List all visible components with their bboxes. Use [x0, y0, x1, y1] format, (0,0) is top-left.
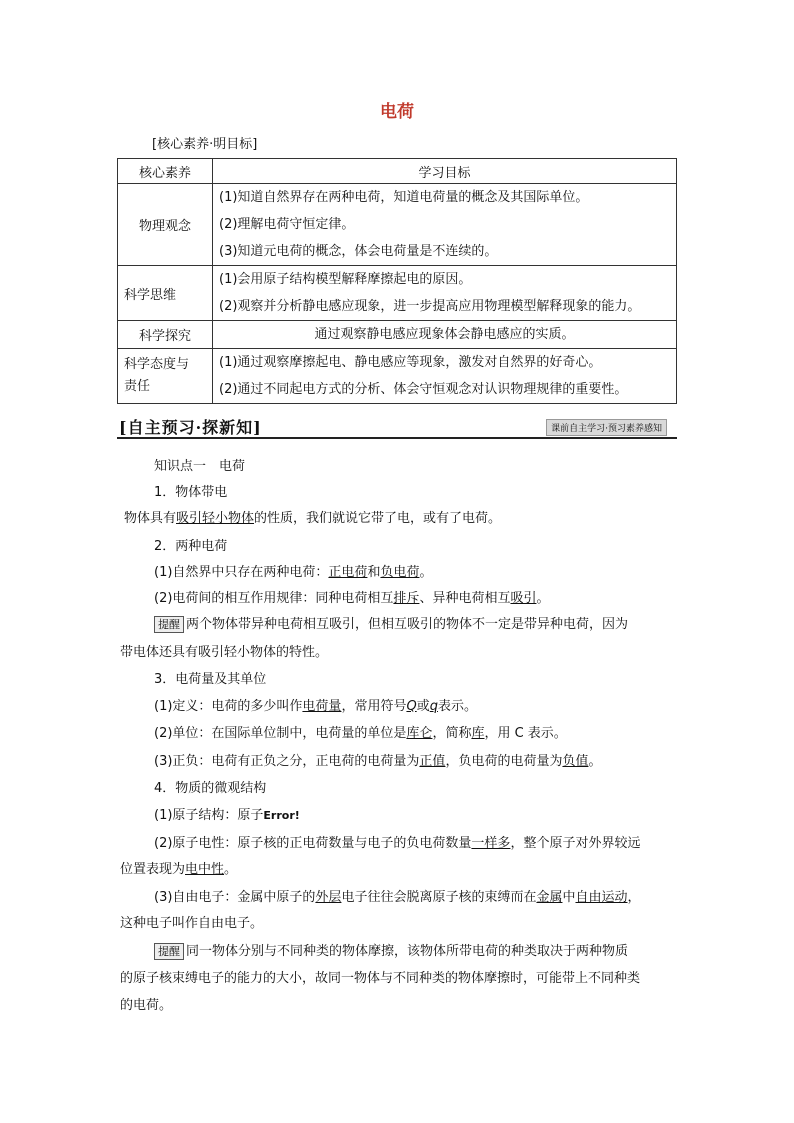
- paragraph: 的电荷。: [120, 998, 173, 1013]
- goal-item: (1)知道自然界存在两种电荷，知道电荷量的概念及其国际单位。: [219, 190, 589, 205]
- paragraph: 位置表现为电中性。: [120, 862, 238, 877]
- goal-item: 通过观察静电感应现象体会静电感应的实质。: [314, 327, 575, 342]
- table-header-cell: 核心素养: [118, 159, 213, 184]
- error-placeholder: Error!: [263, 809, 300, 822]
- goals-cell: [213, 349, 677, 404]
- reminder-note: 提醒 同一物体分别与不同种类的物体摩擦，该物体所带电荷的种类取决于两种物质: [154, 940, 628, 960]
- goal-item: (1)通过观察摩擦起电、静电感应等现象，激发对自然界的好奇心。: [219, 355, 602, 370]
- literacy-category: 物理观念: [118, 184, 213, 266]
- goals-cell: [213, 266, 677, 321]
- paragraph: (3)自由电子：金属中原子的外层电子往往会脱离原子核的束缚而在金属中自由运动，: [154, 890, 641, 905]
- subsection-heading: 1．物体带电: [154, 485, 228, 500]
- table-header-cell: 学习目标: [213, 159, 677, 184]
- paragraph: (1)原子结构：原子Error!: [154, 808, 300, 823]
- paragraph: 的原子核束缚电子的能力的大小，故同一物体与不同种类的物体摩擦时，可能带上不同种类: [120, 971, 641, 986]
- goals-cell: [213, 321, 677, 349]
- table-row: [118, 321, 677, 349]
- table-header-row: [118, 159, 677, 184]
- subsection-heading: 4．物质的微观结构: [154, 781, 267, 796]
- reminder-label: 提醒: [154, 616, 184, 633]
- paragraph: 物体具有吸引轻小物体的性质，我们就说它带了电，或有了电荷。: [124, 511, 502, 526]
- subsection-heading: 2．两种电荷: [154, 539, 228, 554]
- literacy-category: 科学思维: [118, 266, 213, 321]
- goal-item: (2)理解电荷守恒定律。: [219, 217, 355, 232]
- paragraph: 带电体还具有吸引轻小物体的特性。: [120, 645, 329, 660]
- paragraph: (2)单位：在国际单位制中，电荷量的单位是库仑，简称库，用 C 表示。: [154, 726, 567, 741]
- page-title: 电荷: [380, 102, 414, 122]
- goal-item: (2)通过不同起电方式的分析、体会守恒观念对认识物理规律的重要性。: [219, 382, 628, 397]
- goals-table: [117, 158, 677, 404]
- paragraph: 这种电子叫作自由电子。: [120, 916, 264, 931]
- goal-item: (1)会用原子结构模型解释摩擦起电的原因。: [219, 272, 472, 287]
- table-row: [118, 266, 677, 321]
- subsection-heading: 3．电荷量及其单位: [154, 672, 267, 687]
- table-row: [118, 349, 677, 404]
- goal-item: (2)观察并分析静电感应现象，进一步提高应用物理模型解释现象的能力。: [219, 299, 641, 314]
- paragraph: (2)原子电性：原子核的正电荷数量与电子的负电荷数量一样多，整个原子对外界较远: [154, 836, 641, 851]
- reminder-note: 提醒 两个物体带异种电荷相互吸引，但相互吸引的物体不一定是带异种电荷，因为: [154, 613, 628, 633]
- paragraph: (1)自然界中只存在两种电荷：正电荷和负电荷。: [154, 565, 433, 580]
- goal-item: (3)知道元电荷的概念，体会电荷量是不连续的。: [219, 244, 498, 259]
- section-tag: 课前自主学习·预习素养感知: [546, 419, 667, 436]
- literacy-category: 科学态度与 责任: [118, 349, 213, 404]
- knowledge-point-heading: 知识点一 电荷: [154, 459, 246, 474]
- paragraph: (3)正负：电荷有正负之分，正电荷的电荷量为正值，负电荷的电荷量为负值。: [154, 754, 602, 769]
- paragraph: (2)电荷间的相互作用规律：同种电荷相互排斥、异种电荷相互吸引。: [154, 591, 550, 606]
- core-literacy-subheading: [核心素养·明目标]: [152, 137, 258, 152]
- goals-cell: [213, 184, 677, 266]
- table-row: [118, 184, 677, 266]
- literacy-category: 科学探究: [118, 321, 213, 349]
- paragraph: (1)定义：电荷的多少叫作电荷量，常用符号Q或q表示。: [154, 699, 477, 714]
- reminder-label: 提醒: [154, 943, 184, 960]
- section-heading: [自主预习·探新知]: [119, 418, 262, 437]
- section-banner: [117, 415, 677, 439]
